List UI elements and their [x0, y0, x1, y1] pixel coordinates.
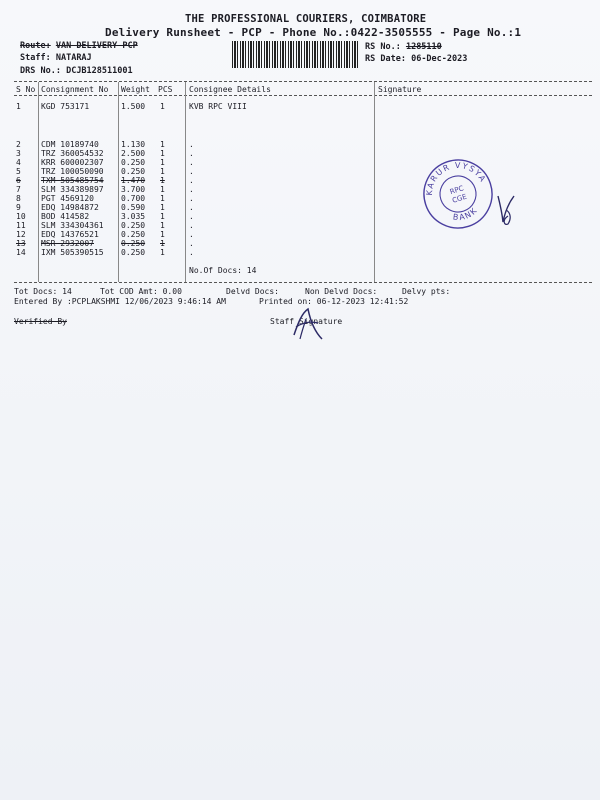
table-header-rule	[14, 95, 592, 96]
staff-signature-mark	[288, 305, 328, 343]
row-sno: 12	[16, 230, 26, 239]
stamp-bottom-text: BANK	[452, 205, 480, 223]
row-consignment: IXM 505390515	[41, 248, 104, 257]
row-consignment: KGD 753171	[41, 102, 90, 111]
header-consignee: Consignee Details	[189, 85, 271, 94]
row-consignment: KRR 600002307	[41, 158, 104, 167]
row-weight: 1.470	[121, 176, 146, 185]
tot-cod: Tot COD Amt: 0.00	[100, 287, 182, 296]
drs-value: DCJB128511001	[66, 66, 133, 76]
row-consignment: MSR 2932007	[41, 239, 94, 248]
table-bottom-rule	[14, 282, 592, 283]
row-consignment: EDQ 14376521	[41, 230, 99, 239]
row-consignment: TRZ 100050090	[41, 167, 104, 176]
row-weight: 0.700	[121, 194, 146, 203]
row-weight: 2.500	[121, 149, 146, 158]
delvy-pts: Delvy pts:	[402, 287, 451, 296]
route-value: VAN DELIVERY PCP	[55, 41, 138, 51]
row-details: .	[189, 230, 194, 239]
row-sno: 3	[16, 149, 21, 158]
row-sno: 5	[16, 167, 21, 176]
table-top-rule	[14, 81, 592, 82]
row-sno: 2	[16, 140, 21, 149]
row-details: .	[189, 158, 194, 167]
row-weight: 0.250	[121, 239, 146, 248]
staff-label: Staff:	[20, 53, 51, 63]
row-weight: 0.250	[121, 221, 146, 230]
row-sno: 4	[16, 158, 21, 167]
row-pcs: 1	[160, 140, 165, 149]
row-weight: 0.250	[121, 248, 146, 257]
rs-date-label: RS Date:	[365, 54, 406, 64]
col-divider	[118, 82, 119, 282]
row-pcs: 1	[160, 239, 165, 248]
drs-label: DRS No.:	[20, 66, 61, 76]
rs-date-line	[365, 54, 467, 64]
row-details: .	[189, 239, 194, 248]
printed-on: Printed on: 06-12-2023 12:41:52	[259, 297, 409, 306]
col-divider	[38, 82, 39, 282]
bank-stamp	[422, 158, 494, 230]
route-line	[20, 41, 138, 51]
rs-no-value: 1285110	[405, 42, 442, 52]
row-sno: 10	[16, 212, 26, 221]
non-delvd-docs: Non Delvd Docs:	[305, 287, 378, 296]
staff-signature-label: Staff Signature	[270, 317, 343, 326]
row-weight: 1.500	[121, 102, 146, 111]
row-weight: 0.250	[121, 230, 146, 239]
row-sno: 8	[16, 194, 21, 203]
staff-line	[20, 53, 92, 63]
stamp-top-text: KARUR VYSYA	[424, 160, 488, 196]
staff-value: NATARAJ	[55, 53, 92, 63]
route-label: Route:	[20, 41, 51, 51]
row-details: KVB RPC VIII	[189, 102, 247, 111]
stamp-center-2: CGE	[451, 192, 468, 205]
row-weight: 0.250	[121, 167, 146, 176]
sheet-title: Delivery Runsheet - PCP - Phone No.:0422-3505555 - Page No.:1	[105, 26, 522, 39]
row-weight: 3.700	[121, 185, 146, 194]
tot-docs: Tot Docs: 14	[14, 287, 72, 296]
header-consignment: Consignment No	[41, 85, 109, 94]
row-consignment: SLM 334304361	[41, 221, 104, 230]
row-consignment: CDM 10189740	[41, 140, 99, 149]
row-sno: 11	[16, 221, 26, 230]
row-consignment: SLM 334389897	[41, 185, 104, 194]
row-consignment: PGT 4569120	[41, 194, 94, 203]
row-pcs: 1	[160, 176, 165, 185]
header-weight: Weight	[121, 85, 150, 94]
col-divider	[185, 82, 186, 282]
row-pcs: 1	[160, 194, 165, 203]
row-sno: 1	[16, 102, 21, 111]
row-details: .	[189, 194, 194, 203]
row-details: .	[189, 149, 194, 158]
row-weight: 3.035	[121, 212, 146, 221]
header-sno: S No	[16, 85, 36, 94]
row-sno: 6	[16, 176, 21, 185]
row-consignment: EDQ 14984872	[41, 203, 99, 212]
row-pcs: 1	[160, 158, 165, 167]
row-details: .	[189, 176, 194, 185]
row-details: .	[189, 140, 194, 149]
row-details: .	[189, 248, 194, 257]
col-divider	[374, 82, 375, 282]
no-of-docs: No.Of Docs: 14	[189, 266, 257, 275]
drs-line	[20, 66, 133, 76]
header-signature: Signature	[378, 85, 422, 94]
row-pcs: 1	[160, 185, 165, 194]
row-details: .	[189, 212, 194, 221]
row-consignment: BOD 414582	[41, 212, 90, 221]
row-weight: 1.130	[121, 140, 146, 149]
row-details: .	[189, 167, 194, 176]
row-pcs: 1	[160, 221, 165, 230]
barcode	[232, 41, 360, 68]
row-sno: 13	[16, 239, 26, 248]
row-sno: 7	[16, 185, 21, 194]
row-pcs: 1	[160, 203, 165, 212]
handwritten-initials	[494, 192, 518, 228]
row-weight: 0.250	[121, 158, 146, 167]
rs-date-value: 06-Dec-2023	[411, 54, 468, 64]
row-pcs: 1	[160, 212, 165, 221]
row-pcs: 1	[160, 102, 165, 111]
row-consignment: TXM 505485754	[41, 176, 104, 185]
entered-by: Entered By :PCPLAKSHMI 12/06/2023 9:46:14 AM	[14, 297, 226, 306]
header-pcs: PCS	[158, 85, 173, 94]
row-details: .	[189, 185, 194, 194]
row-sno: 14	[16, 248, 26, 257]
rs-no-label: RS No.:	[365, 42, 401, 52]
row-pcs: 1	[160, 248, 165, 257]
row-details: .	[189, 221, 194, 230]
verified-by: Verified By	[14, 317, 67, 326]
company-title: THE PROFESSIONAL COURIERS, COIMBATORE	[185, 13, 427, 25]
stamp-center-1: RPC	[448, 184, 465, 197]
row-consignment: TRZ 360054532	[41, 149, 104, 158]
rs-no-line	[365, 42, 442, 52]
row-pcs: 1	[160, 167, 165, 176]
row-sno: 9	[16, 203, 21, 212]
row-weight: 0.590	[121, 203, 146, 212]
delvd-docs: Delvd Docs:	[226, 287, 279, 296]
row-pcs: 1	[160, 230, 165, 239]
row-details: .	[189, 203, 194, 212]
row-pcs: 1	[160, 149, 165, 158]
